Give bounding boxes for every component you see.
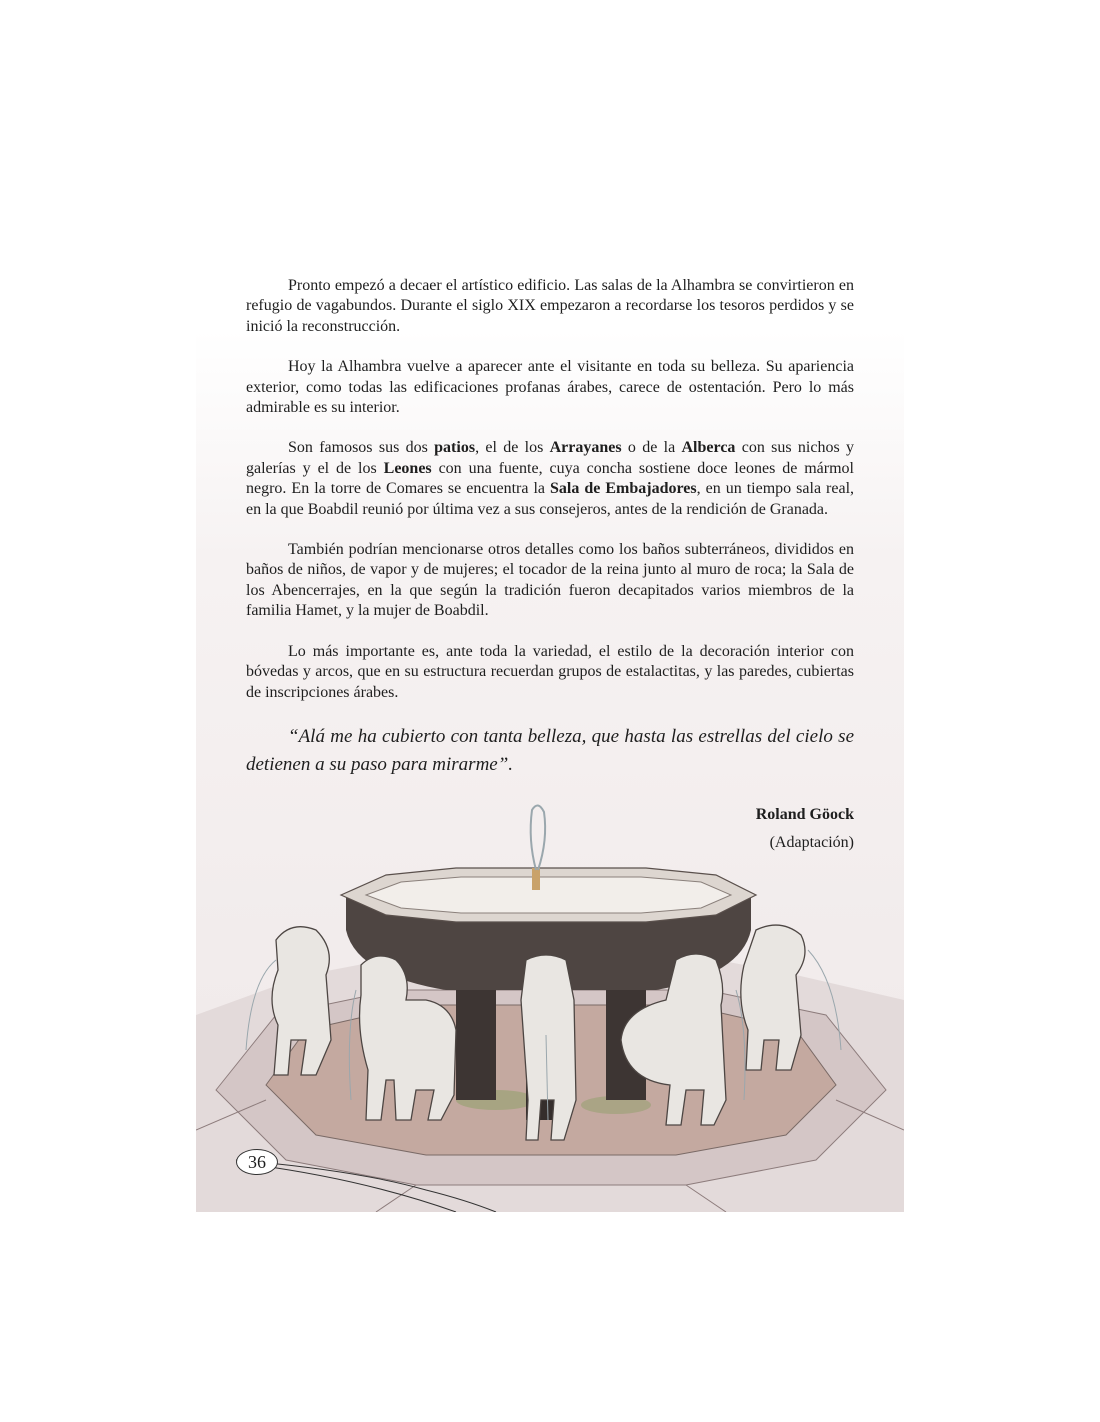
page-number: 36 [236,1149,278,1175]
author-name: Roland Göock [755,806,854,823]
author-attribution [756,806,854,852]
paragraph-3-text: con una fuente, cuya concha sostiene doce leones de mármol negro. En la torre de Comares se encuentra la [246,459,854,498]
bold-term-sala-embajadores: Sala de Embajadores [550,480,697,498]
fountain-of-lions-illustration [196,800,904,1212]
paragraph-3-text: con sus nichos y galerías y el de los [246,439,854,477]
bold-term-patios: patios [434,439,476,457]
paragraph-3-text: , el de los [475,439,550,457]
bold-term-alberca: Alberca [681,439,736,457]
adaptation-note: (Adaptación) [769,834,854,851]
quote: “Alá me ha cubierto con tanta belleza, que hasta las estrellas del cielo se detienen a su paso para mirarme”. [246,725,854,775]
paragraph-5: Lo más importante es, ante toda la variedad, el estilo de la decoración interior con bóvedas y arcos, que en su estructura recuerdan grupos de estalactitas, y las paredes, cubiertas de inscripciones árabes. [246,642,854,701]
paragraph-3-text: , en un tiempo sala real, en la que Boabdil reunió por última vez a sus consejeros, antes de la rendición de Granada. [246,480,855,518]
book-page [196,0,904,1212]
paragraph-2: Hoy la Alhambra vuelve a aparecer ante el visitante en toda su belleza. Su apariencia exterior, como todas las edificaciones profanas árabes, carece de ostentación. Pero lo más admirable es su interior. [246,358,854,417]
bold-term-leones: Leones [383,459,432,477]
paragraph-3-text: o de la [621,439,682,457]
body-text [246,276,854,779]
paragraph-4: También podrían mencionarse otros detalles como los baños subterráneos, divididos en baños de niños, de vapor y de mujeres; el tocador de la reina junto al muro de roca; la Sala de los Abencerrajes, en la que según la tradición fueron decapitados varios miembros de la familia Hamet, y la mujer de Boabdil. [246,541,854,620]
paragraph-1: Pronto empezó a decaer el artístico edificio. Las salas de la Alhambra se convirtieron en refugio de vagabundos. Durante el siglo XIX empezaron a recordarse los tesoros perdidos y se inició la reconstrucción. [246,277,854,335]
bold-term-arrayanes: Arrayanes [549,439,622,457]
paragraph-3 [246,438,854,520]
paragraph-3-text: Son famosos sus dos [288,439,435,457]
